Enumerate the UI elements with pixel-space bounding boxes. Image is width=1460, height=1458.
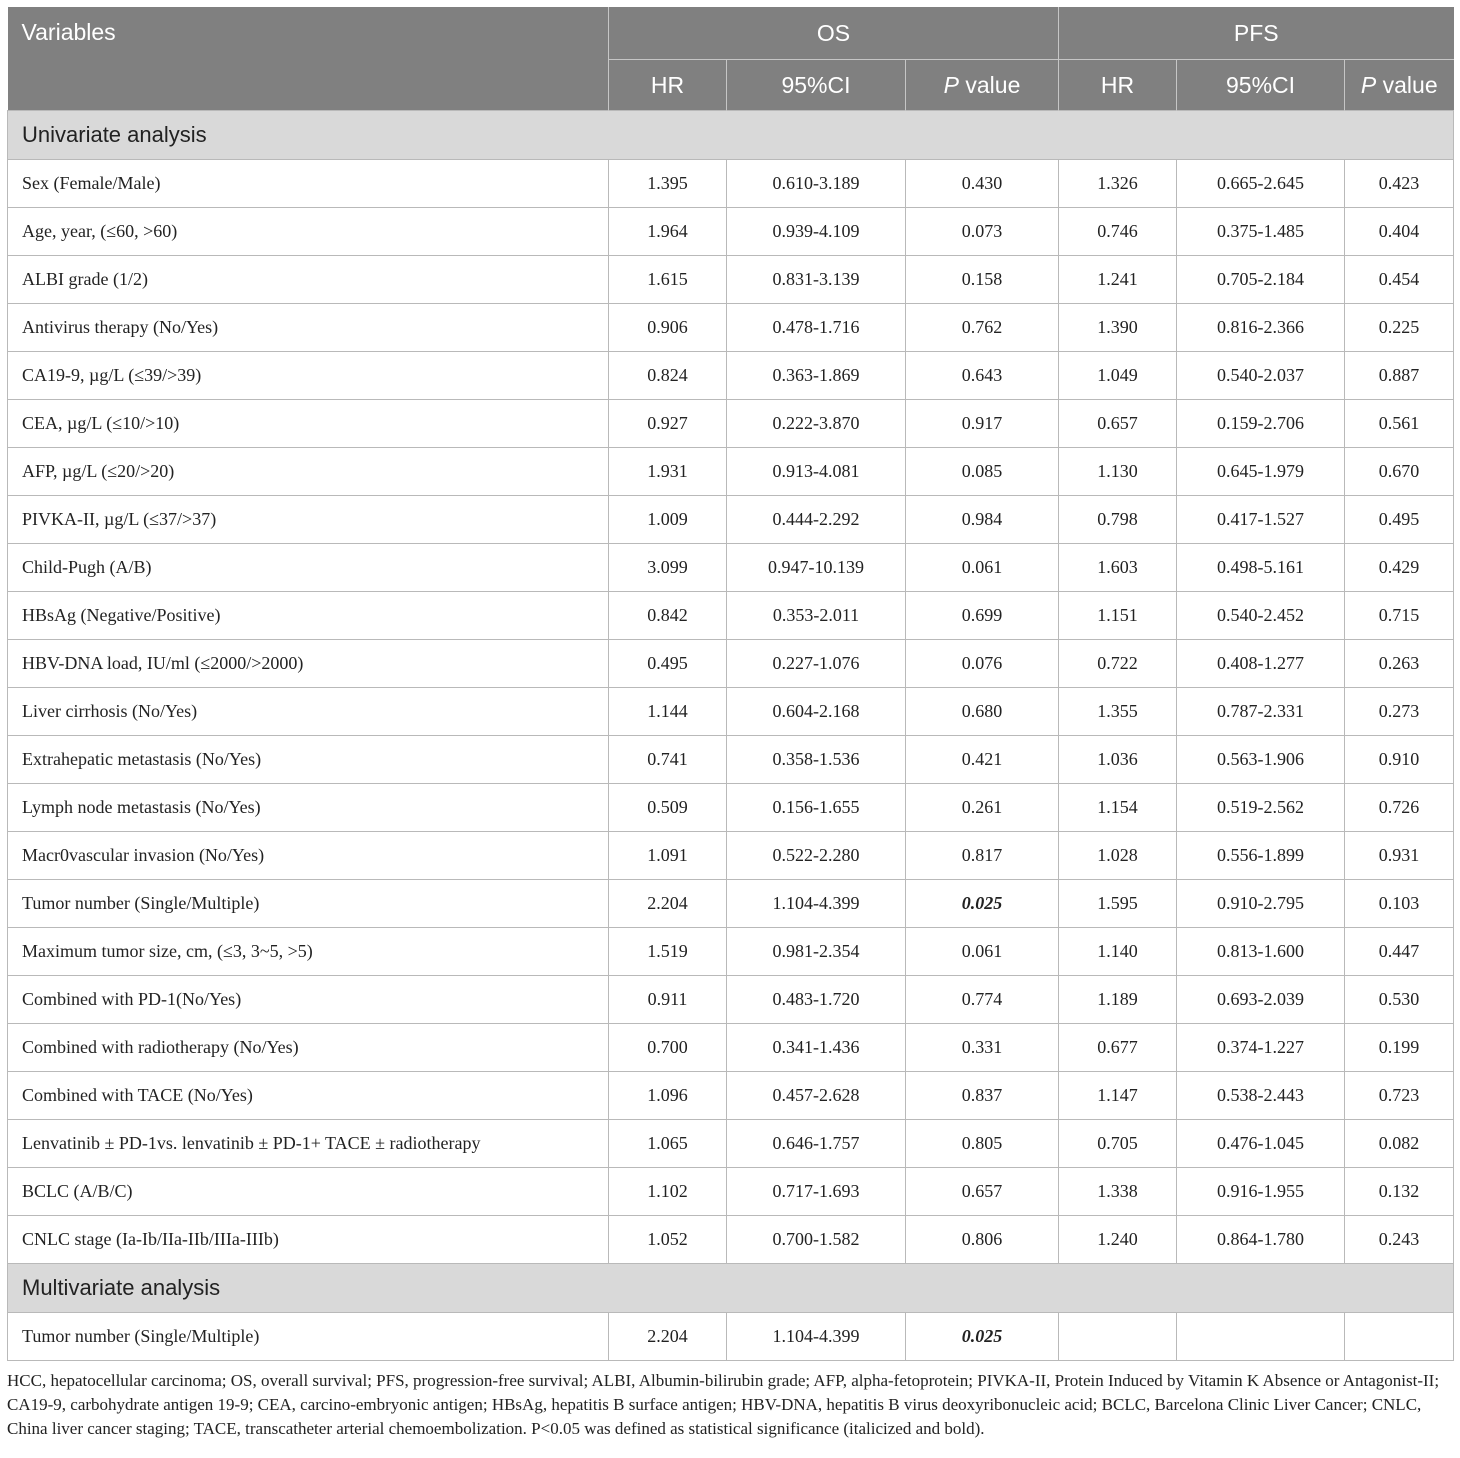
variable-cell: Combined with PD-1(No/Yes) [8, 976, 609, 1024]
table-row [8, 208, 1454, 256]
value-cell: 0.887 [1345, 352, 1454, 400]
value-cell: 0.273 [1345, 688, 1454, 736]
value-cell: 0.657 [906, 1168, 1059, 1216]
variable-cell: ALBI grade (1/2) [8, 256, 609, 304]
value-cell: 0.061 [906, 928, 1059, 976]
value-cell: 1.595 [1059, 880, 1177, 928]
value-cell: 0.375-1.485 [1177, 208, 1345, 256]
value-cell: 1.049 [1059, 352, 1177, 400]
value-cell: 0.476-1.045 [1177, 1120, 1345, 1168]
value-cell: 0.103 [1345, 880, 1454, 928]
variable-cell: Lenvatinib ± PD-1vs. lenvatinib ± PD-1+ TACE ± radiotherapy [8, 1120, 609, 1168]
value-cell: 1.240 [1059, 1216, 1177, 1264]
value-cell: 0.495 [609, 640, 727, 688]
value-cell: 1.144 [609, 688, 727, 736]
value-cell: 0.227-1.076 [727, 640, 906, 688]
value-cell: 0.910 [1345, 736, 1454, 784]
value-cell: 0.665-2.645 [1177, 160, 1345, 208]
variable-cell: Child-Pugh (A/B) [8, 544, 609, 592]
value-cell: 0.947-10.139 [727, 544, 906, 592]
table-row [8, 688, 1454, 736]
value-cell: 1.355 [1059, 688, 1177, 736]
value-cell: 0.353-2.011 [727, 592, 906, 640]
variable-cell: Combined with radiotherapy (No/Yes) [8, 1024, 609, 1072]
document [7, 7, 1453, 1441]
value-cell: 0.261 [906, 784, 1059, 832]
value-cell: 0.132 [1345, 1168, 1454, 1216]
value-cell: 0.700-1.582 [727, 1216, 906, 1264]
value-cell: 0.715 [1345, 592, 1454, 640]
value-cell: 2.204 [609, 880, 727, 928]
table-row [8, 1120, 1454, 1168]
p-italic: P [1360, 71, 1377, 98]
variable-cell: Tumor number (Single/Multiple) [8, 880, 609, 928]
value-cell: 0.722 [1059, 640, 1177, 688]
value-cell: 2.204 [609, 1313, 727, 1361]
value-cell: 0.604-2.168 [727, 688, 906, 736]
value-cell: 0.916-1.955 [1177, 1168, 1345, 1216]
variable-cell: HBV-DNA load, IU/ml (≤2000/>2000) [8, 640, 609, 688]
value-cell: 1.036 [1059, 736, 1177, 784]
value-cell: 0.610-3.189 [727, 160, 906, 208]
value-cell: 1.052 [609, 1216, 727, 1264]
value-cell: 0.483-1.720 [727, 976, 906, 1024]
value-cell: 0.556-1.899 [1177, 832, 1345, 880]
table-row [8, 640, 1454, 688]
table-row [8, 928, 1454, 976]
variable-cell: Antivirus therapy (No/Yes) [8, 304, 609, 352]
table-footnote: HCC, hepatocellular carcinoma; OS, overall survival; PFS, progression-free survival; ALBI, Albumin-bilirubin grade; AFP, alpha-fetoprotein; PIVKA-II, Protein Induced by Vitamin K Absence or Antagonist-II; CA19-9, carbohydrate antigen 19-9; CEA, carcino-embryonic antigen; HBsAg, hepatitis B surface antigen; HBV-DNA, hepatitis B virus deoxyribonucleic acid; BCLC, Barcelona Clinic Liver Cancer; CNLC, China liver cancer staging; TACE, transcatheter arterial chemoembolization. P<0.05 was defined as statistical significance (italicized and bold). [7, 1371, 1440, 1438]
value-cell: 0.225 [1345, 304, 1454, 352]
value-cell: 0.645-1.979 [1177, 448, 1345, 496]
value-cell: 0.723 [1345, 1072, 1454, 1120]
value-cell: 0.076 [906, 640, 1059, 688]
p-rest: value [958, 71, 1021, 98]
table-row [8, 976, 1454, 1024]
table-header [8, 7, 1454, 111]
header-os: OS [609, 7, 1059, 60]
value-cell: 0.705 [1059, 1120, 1177, 1168]
table-row [8, 1313, 1454, 1361]
table-row [8, 784, 1454, 832]
value-cell: 0.813-1.600 [1177, 928, 1345, 976]
value-cell: 1.338 [1059, 1168, 1177, 1216]
results-table [7, 7, 1454, 1361]
variable-cell: Tumor number (Single/Multiple) [8, 1313, 609, 1361]
table-row [8, 1024, 1454, 1072]
table-row [8, 400, 1454, 448]
value-cell: 0.374-1.227 [1177, 1024, 1345, 1072]
value-cell: 0.085 [906, 448, 1059, 496]
value-cell: 0.927 [609, 400, 727, 448]
value-cell: 0.798 [1059, 496, 1177, 544]
table-row [8, 832, 1454, 880]
value-cell: 1.096 [609, 1072, 727, 1120]
value-cell: 0.519-2.562 [1177, 784, 1345, 832]
value-cell: 0.540-2.037 [1177, 352, 1345, 400]
value-cell: 0.447 [1345, 928, 1454, 976]
value-cell: 0.025 [906, 1313, 1059, 1361]
header-variables: Variables [8, 7, 609, 111]
table-row [8, 880, 1454, 928]
value-cell: 0.263 [1345, 640, 1454, 688]
variable-cell: PIVKA-II, µg/L (≤37/>37) [8, 496, 609, 544]
value-cell: 0.670 [1345, 448, 1454, 496]
value-cell: 0.423 [1345, 160, 1454, 208]
table-row [8, 736, 1454, 784]
value-cell: 0.457-2.628 [727, 1072, 906, 1120]
table-row [8, 1168, 1454, 1216]
value-cell: 0.421 [906, 736, 1059, 784]
header-pfs-hr: HR [1059, 60, 1177, 111]
variable-cell: Lymph node metastasis (No/Yes) [8, 784, 609, 832]
value-cell [1345, 1313, 1454, 1361]
value-cell: 0.538-2.443 [1177, 1072, 1345, 1120]
value-cell: 0.509 [609, 784, 727, 832]
header-os-p [906, 60, 1059, 111]
value-cell: 0.906 [609, 304, 727, 352]
value-cell: 0.430 [906, 160, 1059, 208]
value-cell: 1.189 [1059, 976, 1177, 1024]
value-cell: 0.561 [1345, 400, 1454, 448]
value-cell [1177, 1313, 1345, 1361]
header-os-hr: HR [609, 60, 727, 111]
table-row [8, 544, 1454, 592]
value-cell: 0.331 [906, 1024, 1059, 1072]
value-cell: 0.842 [609, 592, 727, 640]
value-cell [1059, 1313, 1177, 1361]
value-cell: 0.680 [906, 688, 1059, 736]
variable-cell: Age, year, (≤60, >60) [8, 208, 609, 256]
value-cell: 0.444-2.292 [727, 496, 906, 544]
value-cell: 0.563-1.906 [1177, 736, 1345, 784]
value-cell: 0.981-2.354 [727, 928, 906, 976]
value-cell: 0.913-4.081 [727, 448, 906, 496]
value-cell: 0.805 [906, 1120, 1059, 1168]
value-cell: 1.154 [1059, 784, 1177, 832]
value-cell: 0.774 [906, 976, 1059, 1024]
value-cell: 0.025 [906, 880, 1059, 928]
value-cell: 1.964 [609, 208, 727, 256]
value-cell: 0.726 [1345, 784, 1454, 832]
value-cell: 0.156-1.655 [727, 784, 906, 832]
value-cell: 1.519 [609, 928, 727, 976]
value-cell: 0.646-1.757 [727, 1120, 906, 1168]
value-cell: 0.222-3.870 [727, 400, 906, 448]
value-cell: 0.530 [1345, 976, 1454, 1024]
table-row [8, 496, 1454, 544]
table-row [8, 448, 1454, 496]
value-cell: 0.341-1.436 [727, 1024, 906, 1072]
value-cell: 0.705-2.184 [1177, 256, 1345, 304]
value-cell: 0.917 [906, 400, 1059, 448]
value-cell: 1.140 [1059, 928, 1177, 976]
value-cell: 1.603 [1059, 544, 1177, 592]
value-cell: 0.657 [1059, 400, 1177, 448]
variable-cell: Liver cirrhosis (No/Yes) [8, 688, 609, 736]
header-pfs-p [1345, 60, 1454, 111]
value-cell: 0.931 [1345, 832, 1454, 880]
variable-cell: CA19-9, µg/L (≤39/>39) [8, 352, 609, 400]
p-italic: P [943, 71, 959, 98]
table-row [8, 160, 1454, 208]
table-body [8, 111, 1454, 1361]
value-cell: 0.404 [1345, 208, 1454, 256]
section-row [8, 111, 1454, 160]
p-rest: value [1376, 71, 1438, 98]
value-cell: 0.358-1.536 [727, 736, 906, 784]
value-cell: 0.082 [1345, 1120, 1454, 1168]
value-cell: 1.241 [1059, 256, 1177, 304]
variable-cell: Extrahepatic metastasis (No/Yes) [8, 736, 609, 784]
value-cell: 1.151 [1059, 592, 1177, 640]
value-cell: 0.677 [1059, 1024, 1177, 1072]
header-pfs: PFS [1059, 7, 1454, 60]
value-cell: 0.831-3.139 [727, 256, 906, 304]
variable-cell: Combined with TACE (No/Yes) [8, 1072, 609, 1120]
table-row [8, 256, 1454, 304]
value-cell: 0.522-2.280 [727, 832, 906, 880]
value-cell: 0.787-2.331 [1177, 688, 1345, 736]
value-cell: 0.824 [609, 352, 727, 400]
variable-cell: AFP, µg/L (≤20/>20) [8, 448, 609, 496]
section-title: Univariate analysis [8, 111, 1454, 160]
value-cell: 0.363-1.869 [727, 352, 906, 400]
value-cell: 1.102 [609, 1168, 727, 1216]
variable-cell: Sex (Female/Male) [8, 160, 609, 208]
variable-cell: HBsAg (Negative/Positive) [8, 592, 609, 640]
section-title: Multivariate analysis [8, 1264, 1454, 1313]
value-cell: 1.615 [609, 256, 727, 304]
value-cell: 1.091 [609, 832, 727, 880]
value-cell: 0.061 [906, 544, 1059, 592]
variable-cell: Maximum tumor size, cm, (≤3, 3~5, >5) [8, 928, 609, 976]
value-cell: 1.104-4.399 [727, 880, 906, 928]
value-cell: 1.147 [1059, 1072, 1177, 1120]
variable-cell: CNLC stage (Ia-Ib/IIa-IIb/IIIa-IIIb) [8, 1216, 609, 1264]
value-cell: 0.243 [1345, 1216, 1454, 1264]
value-cell: 0.158 [906, 256, 1059, 304]
table-row [8, 352, 1454, 400]
value-cell: 1.326 [1059, 160, 1177, 208]
value-cell: 0.643 [906, 352, 1059, 400]
value-cell: 0.478-1.716 [727, 304, 906, 352]
value-cell: 1.390 [1059, 304, 1177, 352]
value-cell: 0.746 [1059, 208, 1177, 256]
value-cell: 0.498-5.161 [1177, 544, 1345, 592]
section-row [8, 1264, 1454, 1313]
variable-cell: Macr0vascular invasion (No/Yes) [8, 832, 609, 880]
table-row [8, 592, 1454, 640]
value-cell: 0.540-2.452 [1177, 592, 1345, 640]
value-cell: 0.199 [1345, 1024, 1454, 1072]
value-cell: 1.065 [609, 1120, 727, 1168]
value-cell: 0.741 [609, 736, 727, 784]
value-cell: 0.454 [1345, 256, 1454, 304]
value-cell: 1.104-4.399 [727, 1313, 906, 1361]
value-cell: 0.864-1.780 [1177, 1216, 1345, 1264]
value-cell: 1.130 [1059, 448, 1177, 496]
value-cell: 0.699 [906, 592, 1059, 640]
value-cell: 0.429 [1345, 544, 1454, 592]
value-cell: 0.417-1.527 [1177, 496, 1345, 544]
header-pfs-ci: 95%CI [1177, 60, 1345, 111]
header-os-ci: 95%CI [727, 60, 906, 111]
value-cell: 0.806 [906, 1216, 1059, 1264]
value-cell: 0.408-1.277 [1177, 640, 1345, 688]
value-cell: 0.910-2.795 [1177, 880, 1345, 928]
value-cell: 0.984 [906, 496, 1059, 544]
value-cell: 0.762 [906, 304, 1059, 352]
value-cell: 0.700 [609, 1024, 727, 1072]
value-cell: 0.495 [1345, 496, 1454, 544]
value-cell: 0.693-2.039 [1177, 976, 1345, 1024]
value-cell: 1.009 [609, 496, 727, 544]
value-cell: 1.028 [1059, 832, 1177, 880]
value-cell: 3.099 [609, 544, 727, 592]
value-cell: 0.911 [609, 976, 727, 1024]
table-row [8, 1216, 1454, 1264]
value-cell: 0.159-2.706 [1177, 400, 1345, 448]
value-cell: 1.931 [609, 448, 727, 496]
value-cell: 0.816-2.366 [1177, 304, 1345, 352]
value-cell: 0.837 [906, 1072, 1059, 1120]
value-cell: 0.817 [906, 832, 1059, 880]
table-row [8, 1072, 1454, 1120]
value-cell: 0.073 [906, 208, 1059, 256]
value-cell: 1.395 [609, 160, 727, 208]
variable-cell: CEA, µg/L (≤10/>10) [8, 400, 609, 448]
value-cell: 0.939-4.109 [727, 208, 906, 256]
value-cell: 0.717-1.693 [727, 1168, 906, 1216]
table-row [8, 304, 1454, 352]
variable-cell: BCLC (A/B/C) [8, 1168, 609, 1216]
